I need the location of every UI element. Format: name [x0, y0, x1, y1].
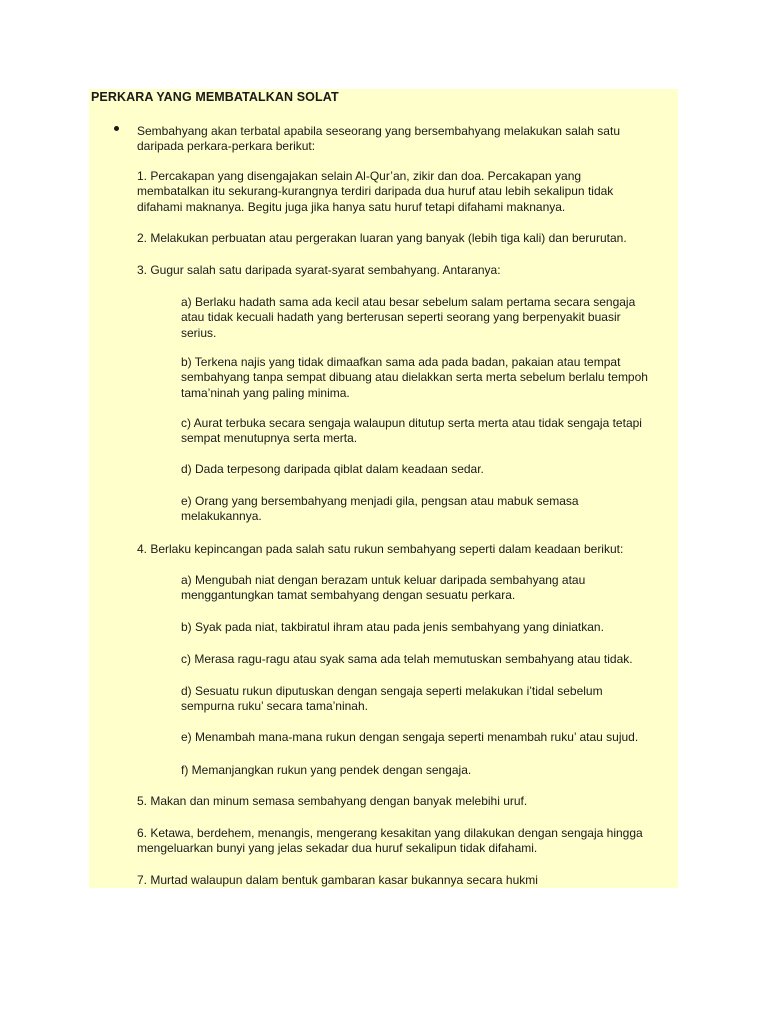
sub-item-3c: c) Aurat terbuka secara sengaja walaupun ditutup serta merta atau tidak sengaja tetapi sempat menutupnya serta merta.: [181, 416, 642, 446]
bullet-icon: [114, 126, 119, 131]
list-item-4: 4. Berlaku kepincangan pada salah satu rukun sembahyang seperti dalam keadaan berikut:: [137, 542, 624, 556]
sub-item-4e: e) Menambah mana-mana rukun dengan sengaja seperti menambah ruku’ atau sujud.: [181, 730, 639, 744]
sub-item-3d: d) Dada terpesong daripada qiblat dalam keadaan sedar.: [181, 462, 484, 476]
sub-item-4c: c) Merasa ragu-ragu atau syak sama ada telah memutuskan sembahyang atau tidak.: [181, 652, 633, 666]
document-title: PERKARA YANG MEMBATALKAN SOLAT: [91, 90, 339, 104]
list-item-3: 3. Gugur salah satu daripada syarat-syarat sembahyang. Antaranya:: [137, 263, 501, 277]
sub-item-3a: a) Berlaku hadath sama ada kecil atau besar sebelum salam pertama secara sengaja atau tidak kecuali hadath yang berterusan seperti seorang yang berpenyakit buasir serius.: [181, 295, 636, 340]
list-item-5: 5. Makan dan minum semasa sembahyang dengan banyak melebihi uruf.: [137, 794, 528, 808]
sub-item-3b: b) Terkena najis yang tidak dimaafkan sama ada pada badan, pakaian atau tempat sembahyang tanpa sempat dibuang atau dielakkan serta merta sebelum berlalu tempoh tama’ninah yang paling minima.: [181, 355, 648, 400]
intro-paragraph: Sembahyang akan terbatal apabila seseorang yang bersembahyang melakukan salah satu daripada perkara-perkara berikut:: [137, 124, 620, 154]
list-item-2: 2. Melakukan perbuatan atau pergerakan luaran yang banyak (lebih tiga kali) dan berurutan.: [137, 231, 627, 245]
sub-item-4f: f) Memanjangkan rukun yang pendek dengan sengaja.: [181, 763, 472, 777]
sub-item-3e: e) Orang yang bersembahyang menjadi gila, pengsan atau mabuk semasa melakukannya.: [181, 494, 579, 524]
list-item-1: 1. Percakapan yang disengajakan selain Al-Qur’an, zikir dan doa. Percakapan yang membatalkan itu sekurang-kurangnya terdiri daripada dua huruf atau lebih sekalipun tidak difahami maknanya. Begitu juga jika hanya satu huruf tetapi difahami maknanya.: [137, 169, 614, 214]
list-item-7: 7. Murtad walaupun dalam bentuk gambaran kasar bukannya secara hukmi: [137, 873, 538, 887]
list-item-6: 6. Ketawa, berdehem, menangis, mengerang kesakitan yang dilakukan dengan sengaja hingga mengeluarkan bunyi yang jelas sekadar dua huruf sekalipun tidak difahami.: [137, 826, 643, 856]
sub-item-4d: d) Sesuatu rukun diputuskan dengan sengaja seperti melakukan i’tidal sebelum sempurna ruku’ secara tama’ninah.: [181, 684, 603, 714]
sub-item-4b: b) Syak pada niat, takbiratul ihram atau pada jenis sembahyang yang diniatkan.: [181, 620, 604, 634]
sub-item-4a: a) Mengubah niat dengan berazam untuk keluar daripada sembahyang atau menggantungkan tamat sembahyang dengan sesuatu perkara.: [181, 573, 586, 603]
